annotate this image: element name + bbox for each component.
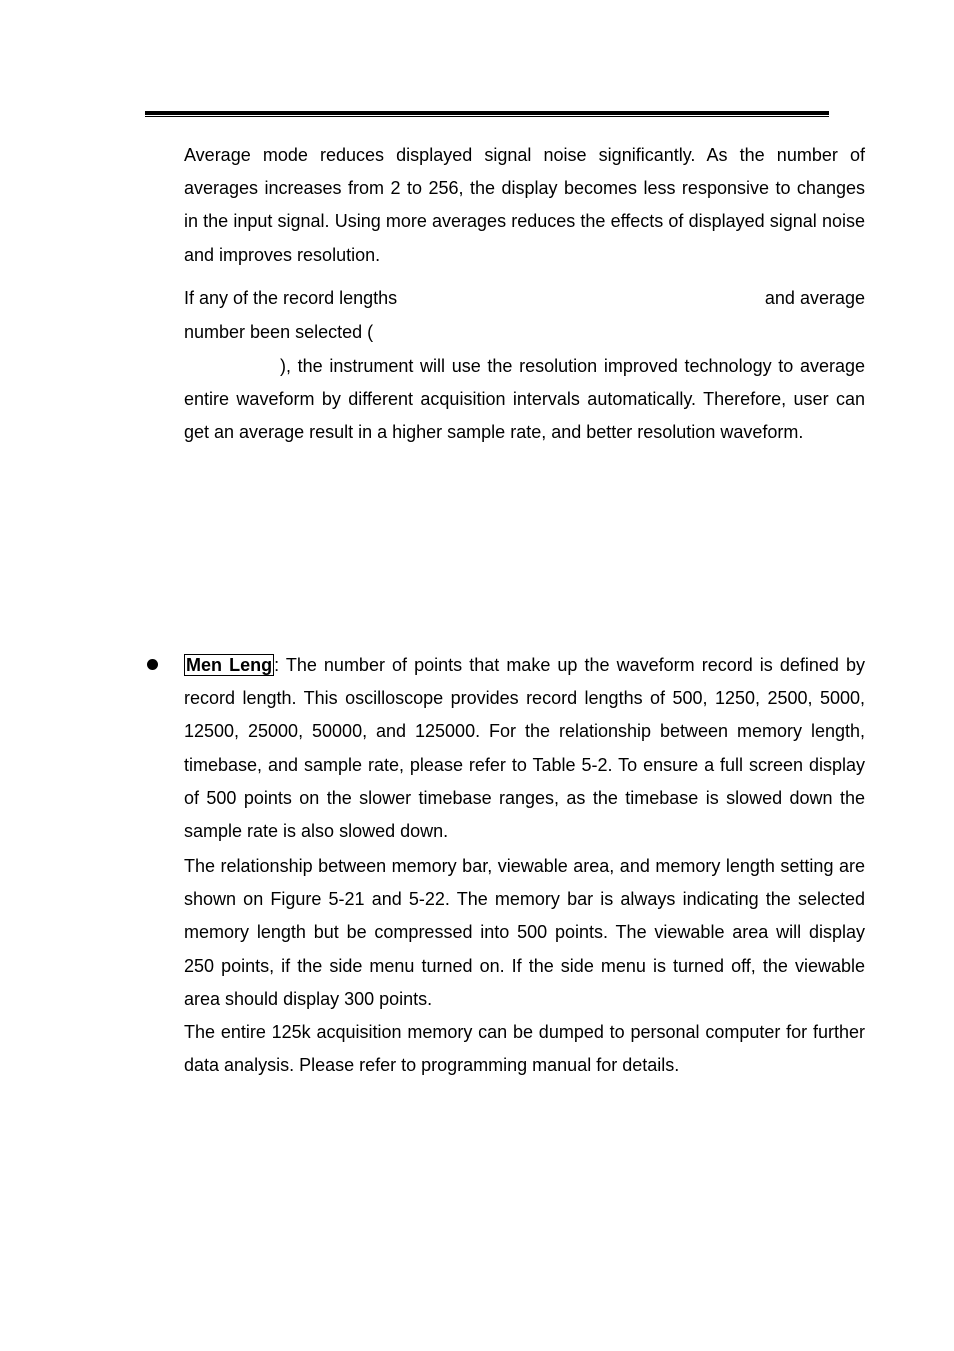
header-rule-thin: [145, 116, 829, 117]
average-paragraph-2-rest: ), the instrument will use the resolution improved technology to average entire waveform by different acquisition intervals automatically. Therefore, user can get an average result in a higher sample rate, and better resolution waveform.: [184, 356, 865, 443]
mem-leng-paragraph-1: [184, 649, 865, 848]
bullet-icon: [147, 659, 158, 670]
mem-leng-definition: : The number of points that make up the waveform record is defined by record length. This oscilloscope provides record lengths of 500, 1250, 2500, 5000, 12500, 25000, 50000, and 125000. For the relationship between memory length, timebase, and sample rate, please refer to Table 5-2. To ensure a full screen display of 500 points on the slower timebase ranges, as the timebase is slowed down the sample rate is also slowed down.: [184, 655, 866, 842]
average-paragraph-2-line-1-left: If any of the record lengths: [184, 288, 398, 308]
average-paragraph-2-line-2: number been selected (: [184, 322, 374, 342]
mem-leng-paragraph-2: The relationship between memory bar, viewable area, and memory length setting are shown on Figure 5-21 and 5-22. The memory bar is always indicating the selected memory length but be compressed into 500 points. The viewable area will display 250 points, if the side menu turned on. If the side menu is turned off, the viewable area should display 300 points.: [184, 856, 865, 1009]
mem-leng-term: Men Leng: [186, 655, 273, 675]
header-rule: [145, 111, 829, 115]
mem-leng-paragraph-3: The entire 125k acquisition memory can be dumped to personal computer for further data analysis. Please refer to programming manual for details.: [184, 1022, 865, 1076]
average-paragraph-2-line-1-right: and average: [764, 288, 865, 308]
average-paragraph-1: Average mode reduces displayed signal noise significantly. As the number of averages increases from 2 to 256, the display becomes less responsive to changes in the input signal. Using more averages reduces the effects of displayed signal noise and improves resolution.: [184, 145, 865, 265]
